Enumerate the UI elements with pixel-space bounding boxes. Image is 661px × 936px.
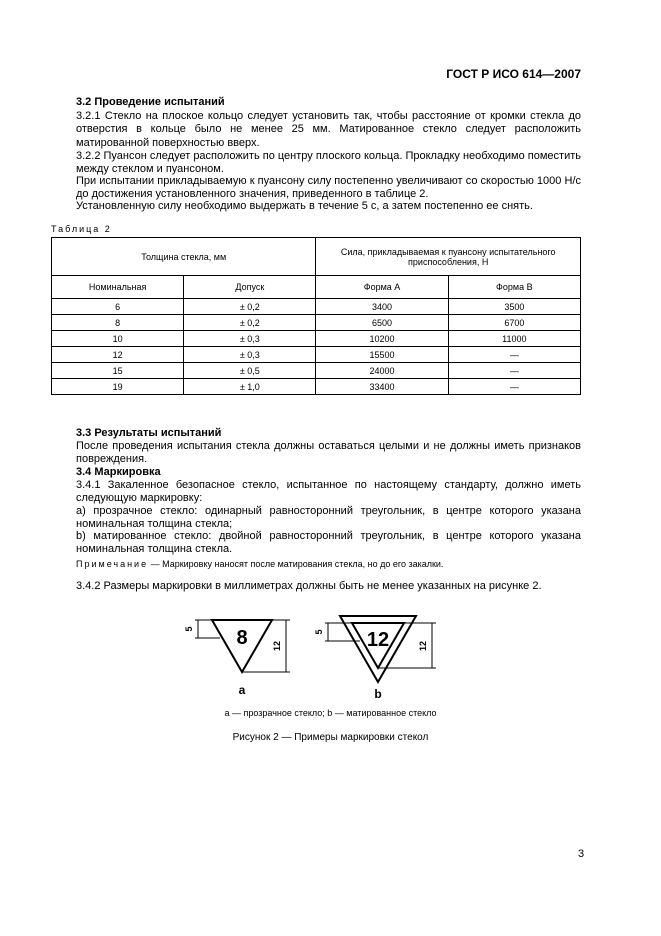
cell-form-a: 15500 xyxy=(316,347,448,363)
para-3-2-2: 3.2.2 Пуансон следует расположить по центру плоского кольца. Прокладку необходимо поместить между стеклом и пуансоном. xyxy=(76,150,581,176)
para-hold: Установленную силу необходимо выдержать в течение 5 с, а затем постепенно ее снять. xyxy=(76,200,533,212)
note xyxy=(76,559,443,569)
table-row xyxy=(52,379,581,395)
header-force: Сила, прикладываемая к пуансону испытательного приспособления, Н xyxy=(316,238,581,276)
cell-form-b: 3500 xyxy=(448,299,580,315)
header-thickness: Толщина стекла, мм xyxy=(52,238,316,276)
cell-nominal: 15 xyxy=(52,363,184,379)
header-form-b: Форма В xyxy=(448,276,580,299)
table-row xyxy=(52,331,581,347)
para-item-a: а) прозрачное стекло: одинарный равносторонний треугольник, в центре которого указана номинальная толщина стекла; xyxy=(76,505,581,531)
figure-caption: Рисунок 2 — Примеры маркировки стекол xyxy=(232,732,429,743)
figure-legend: а — прозрачное стекло; b — матированное стекло xyxy=(224,708,437,718)
para-force: При испытании прикладываемую к пуансону силу постепенно увеличивают со скоростью 1000 Н/с до достижения установленного значения, приведенного в таблице 2. xyxy=(76,175,581,201)
para-item-b: b) матированное стекло: двойной равносторонний треугольник, в центре которого указана номинальная толщина стекла. xyxy=(76,530,581,556)
cell-nominal: 10 xyxy=(52,331,184,347)
cell-form-a: 24000 xyxy=(316,363,448,379)
cell-form-b: — xyxy=(448,363,580,379)
cell-tolerance: ± 0,2 xyxy=(184,299,316,315)
cell-form-a: 6500 xyxy=(316,315,448,331)
mark-number-b: 12 xyxy=(366,629,390,651)
dim-12-b: 12 xyxy=(418,640,428,652)
page-number: 3 xyxy=(578,848,585,860)
header-tolerance: Допуск xyxy=(184,276,316,299)
cell-tolerance: ± 1,0 xyxy=(184,379,316,395)
table-row xyxy=(52,299,581,315)
table-row xyxy=(52,315,581,331)
cell-form-a: 33400 xyxy=(316,379,448,395)
note-text: — Маркировку наносят после матирования стекла, но до его закалки. xyxy=(148,559,444,569)
cell-form-a: 3400 xyxy=(316,299,448,315)
section-3-4-heading: 3.4 Маркировка xyxy=(76,466,161,478)
cell-form-b: 6700 xyxy=(448,315,580,331)
section-3-2-heading: 3.2 Проведение испытаний xyxy=(76,96,225,108)
cell-tolerance: ± 0,3 xyxy=(184,331,316,347)
para-3-4-2: 3.4.2 Размеры маркировки в миллиметрах должны быть не менее указанных на рисунке 2. xyxy=(76,580,542,592)
cell-nominal: 6 xyxy=(52,299,184,315)
cell-form-b: — xyxy=(448,347,580,363)
figure-b xyxy=(314,616,436,701)
cell-form-b: — xyxy=(448,379,580,395)
marking-figure xyxy=(180,612,450,702)
document-header: ГОСТ Р ИСО 614—2007 xyxy=(446,67,581,81)
table-row xyxy=(52,347,581,363)
cell-form-b: 11000 xyxy=(448,331,580,347)
cell-nominal: 19 xyxy=(52,379,184,395)
cell-tolerance: ± 0,3 xyxy=(184,347,316,363)
dim-12-a: 12 xyxy=(272,640,282,652)
cell-tolerance: ± 0,5 xyxy=(184,363,316,379)
label-b: b xyxy=(374,687,382,701)
section-3-3-heading: 3.3 Результаты испытаний xyxy=(76,427,222,439)
para-3-2-1: 3.2.1 Стекло на плоское кольцо следует установить так, чтобы расстояние от кромки стекла до отверстия в кольце было не менее 25 мм. Матированное стекло следует расположить матированной поверхностью вверх. xyxy=(76,110,581,149)
cell-tolerance: ± 0,2 xyxy=(184,315,316,331)
label-a: а xyxy=(238,683,246,697)
header-form-a: Форма А xyxy=(316,276,448,299)
data-table xyxy=(51,237,581,395)
note-label: Примечание xyxy=(76,559,149,569)
cell-form-a: 10200 xyxy=(316,331,448,347)
mark-number-a: 8 xyxy=(236,627,248,649)
dim-5-a: 5 xyxy=(184,626,194,632)
table-label: Таблица 2 xyxy=(51,224,112,234)
cell-nominal: 8 xyxy=(52,315,184,331)
para-3-4-1: 3.4.1 Закаленное безопасное стекло, испытанное по настоящему стандарту, должно иметь следующую маркировку: xyxy=(76,479,581,505)
para-3-3: После проведения испытания стекла должны оставаться целыми и не должны иметь признаков повреждения. xyxy=(76,440,581,466)
header-nominal: Номинальная xyxy=(52,276,184,299)
table-row xyxy=(52,363,581,379)
cell-nominal: 12 xyxy=(52,347,184,363)
dim-5-b: 5 xyxy=(314,629,324,635)
figure-a xyxy=(184,620,290,697)
